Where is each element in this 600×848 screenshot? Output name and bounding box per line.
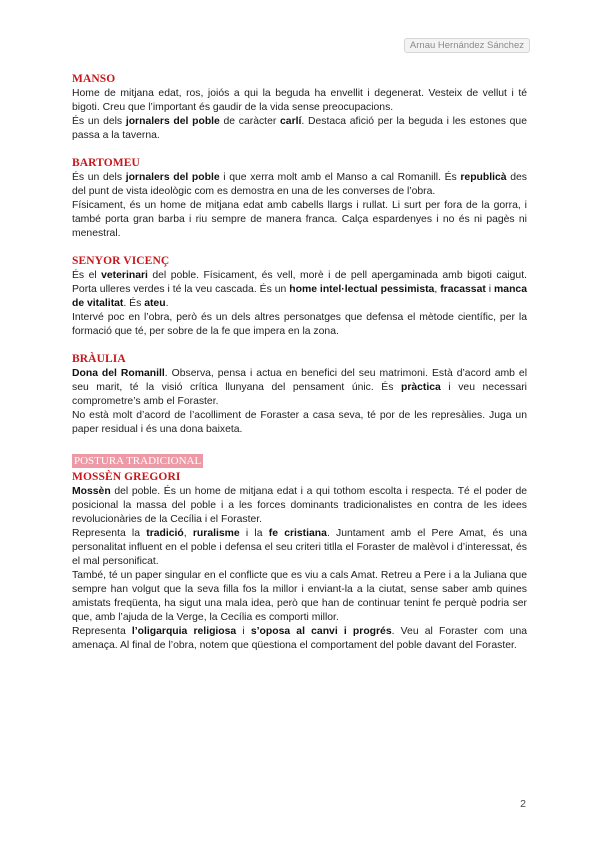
body-text: i que xerra molt amb el Manso a cal Romanill. És — [219, 172, 461, 183]
emphasis-text: manca de vitalitat — [72, 284, 527, 309]
paragraph — [72, 527, 527, 569]
emphasis-text: jornalers del poble — [125, 116, 220, 127]
paragraph — [72, 569, 527, 625]
body-text: Intervé poc en l’obra, però és un dels altres personatges que defensa el mètode científic, per la formació que té, per sobre de la fe que impera en la zona. — [72, 312, 527, 337]
emphasis-text: Mossèn — [72, 486, 111, 497]
body-text: . És — [123, 298, 145, 309]
paragraph — [72, 269, 527, 311]
emphasis-text: ateu — [144, 298, 166, 309]
body-text: de caràcter — [219, 116, 281, 127]
body-text: . Destaca afició per la beguda i les estones que passa a la taverna. — [72, 116, 527, 141]
paragraph — [72, 367, 527, 409]
body-text: i la — [239, 528, 269, 539]
character-heading: MOSSÈN GREGORI — [72, 471, 181, 483]
emphasis-text: jornalers del poble — [125, 172, 220, 183]
author-name-tag: Arnau Hernández Sánchez — [404, 38, 530, 53]
emphasis-text: republicà — [460, 172, 507, 183]
page-number: 2 — [520, 798, 526, 810]
body-text: Home de mitjana edat, ros, joiós a qui la beguda ha envellit i degenerat. Vesteix de vellut i té bigoti. Creu que l’important és gaudir de la vida sense preocupacions. — [72, 88, 527, 113]
body-text: , — [434, 284, 441, 295]
body-text: . Veu al Foraster com una amenaça. Al final de l’obra, notem que qüestiona el comportament del poble davant del Foraster. — [72, 626, 527, 651]
body-text: . Juntament amb el Pere Amat, és una personalitat influent en el poble i defensa el seu criteri titlla el Foraster de malèvol i d’interessat, és el mal personificat. — [72, 528, 527, 567]
paragraph — [72, 199, 527, 241]
paragraph — [72, 409, 527, 437]
section-band-label: POSTURA TRADICIONAL — [74, 455, 202, 467]
emphasis-text: veterinari — [101, 270, 148, 281]
character-section-bartomeu — [72, 157, 527, 241]
emphasis-text: s’oposa al canvi i progrés — [250, 626, 392, 637]
paragraph — [72, 625, 527, 653]
document-body — [72, 73, 527, 667]
emphasis-text: ruralisme — [192, 528, 240, 539]
body-text: Físicament, és un home de mitjana edat amb cabells llargs i rullat. Li surt per fora de la gorra, i també porta gran barba i riu sempre de manera franca. Calça espardenyes i no és ni pagès ni menestral. — [72, 200, 527, 239]
emphasis-text: carlí — [280, 116, 302, 127]
body-text: i — [485, 284, 495, 295]
body-text: És un dels — [72, 116, 126, 127]
paragraph — [72, 87, 527, 115]
paragraph — [72, 485, 527, 527]
emphasis-text: pràctica — [400, 382, 441, 393]
body-text: . — [165, 298, 169, 309]
emphasis-text: fracassat — [440, 284, 486, 295]
emphasis-text: l’oligarquia religiosa — [131, 626, 237, 637]
character-heading: BARTOMEU — [72, 157, 140, 169]
character-heading: SENYOR VICENÇ — [72, 255, 170, 267]
character-section-senyor-vicenc — [72, 255, 527, 339]
character-section-manso — [72, 73, 527, 143]
body-text: Representa la — [72, 528, 147, 539]
character-section-braulia — [72, 353, 527, 437]
body-text: També, té un paper singular en el conflicte que es viu a cals Amat. Retreu a Pere i a la Juliana que sempre han volgut que la seva filla fos la millor i enviant-la a la ciutat, sense saber amb quines amistats freqüenta, ha sigut una mala idea, però que han de continuar tenint fe perquè podria ser que, amb l’ajuda de la Verge, la Cecília es comporti millor. — [72, 570, 527, 623]
body-text: Representa — [72, 626, 132, 637]
body-text: , — [183, 528, 193, 539]
emphasis-text: fe cristiana — [268, 528, 327, 539]
body-text: . Observa, pensa i actua en benefici del seu matrimoni. Està d’acord amb el seu marit, té la visió crítica llunyana del pensament únic. És — [72, 368, 528, 393]
character-heading: MANSO — [72, 73, 116, 85]
body-text: del poble. És un home de mitjana edat i a qui tothom escolta i respecta. Té el poder de posicional la massa del poble i a les forces dominants tradicionalistes en contra de les idees revolucionàries de la Cecília i el Foraster. — [72, 486, 527, 525]
body-text: i — [236, 626, 251, 637]
paragraph — [72, 171, 527, 199]
body-text: i veu necessari comprometre’s amb el Foraster. — [72, 382, 527, 407]
emphasis-text: home intel·lectual pessimista — [289, 284, 435, 295]
body-text: És el — [72, 270, 102, 281]
body-text: del poble. Físicament, és vell, morè i de pell apergaminada amb bigoti caigut. Porta ulleres verdes i té la veu cascada. És un — [72, 270, 527, 295]
paragraph — [72, 115, 527, 143]
character-heading: BRÀULIA — [72, 353, 126, 365]
emphasis-text: Dona del Romanill — [72, 368, 165, 379]
emphasis-text: tradició — [146, 528, 184, 539]
body-text: És un dels — [72, 172, 126, 183]
body-text: des del punt de vista ideològic com es demostra en una de les converses de l’obra. — [72, 172, 527, 197]
character-section-mossen-gregori — [72, 451, 527, 653]
paragraph — [72, 311, 527, 339]
body-text: No està molt d’acord de l’acolliment de Foraster a casa seva, té por de les represàlies. Juga un paper residual i és una dona baixeta. — [72, 410, 527, 435]
